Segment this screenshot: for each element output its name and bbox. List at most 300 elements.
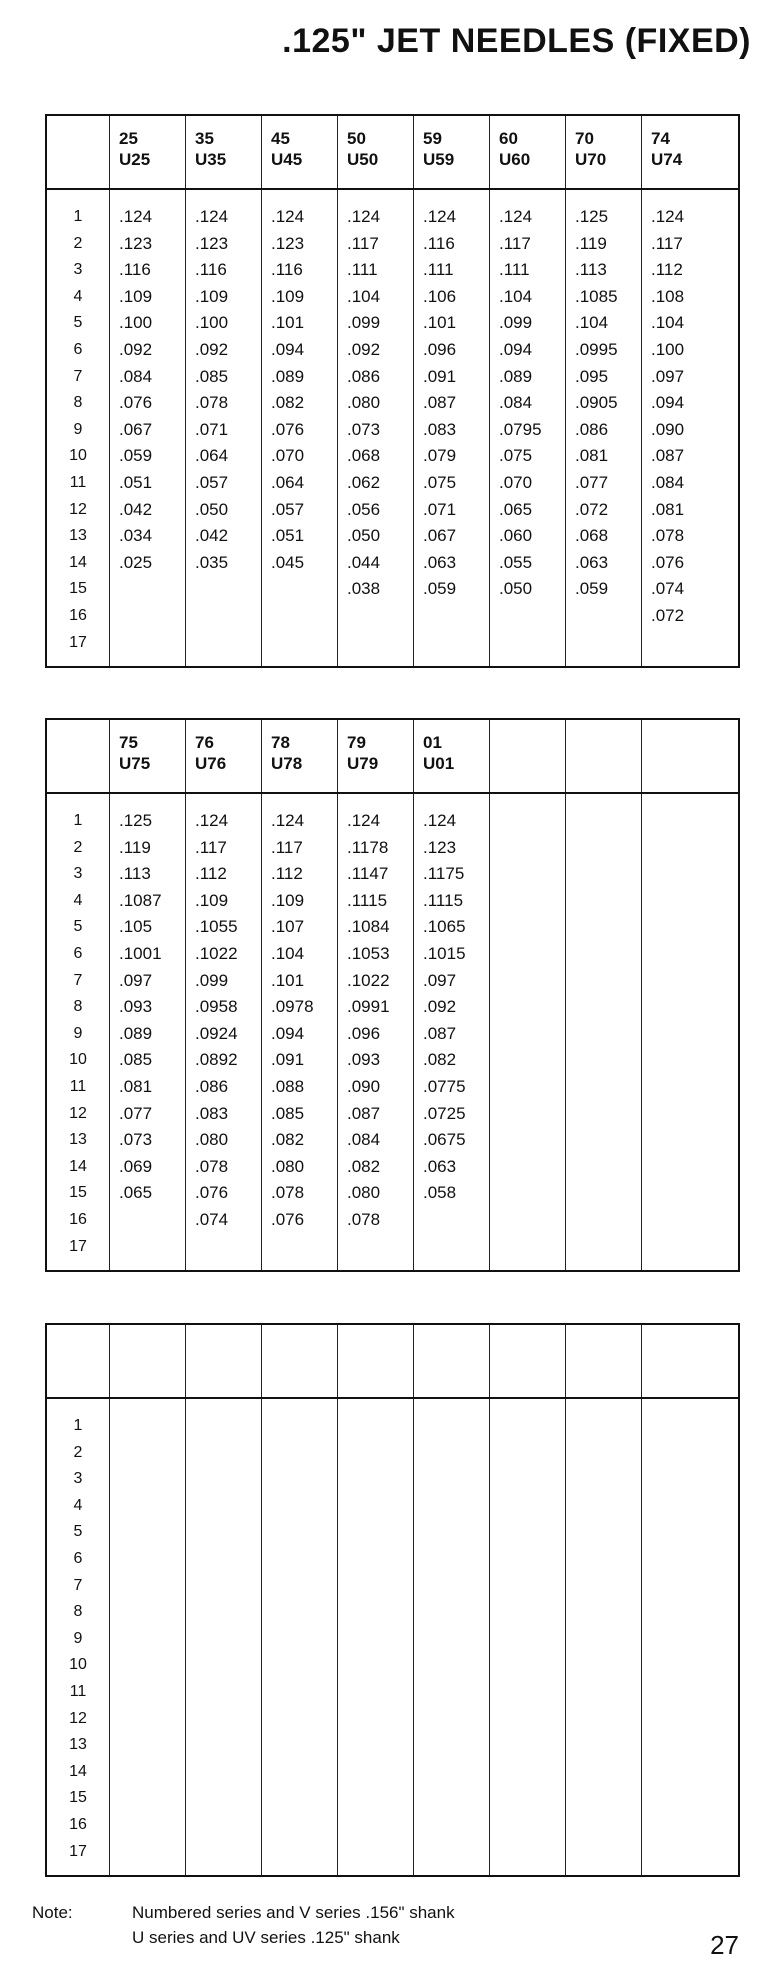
header-number: 75 <box>119 733 138 752</box>
row-number: 11 <box>69 1682 87 1700</box>
needle-value: .080 <box>271 1156 305 1176</box>
header-code: U35 <box>195 150 227 169</box>
needle-value: .056 <box>347 499 381 519</box>
needle-value: .076 <box>271 419 305 439</box>
needle-value: .0795 <box>499 419 542 439</box>
needle-value: .059 <box>575 579 609 599</box>
needle-value: .1115 <box>347 890 388 910</box>
column-divider <box>565 794 566 1270</box>
needle-value: .068 <box>347 446 381 466</box>
row-number: 8 <box>73 1603 83 1621</box>
needle-value: .097 <box>423 970 457 990</box>
row-number: 9 <box>73 1024 83 1042</box>
column-divider <box>109 794 110 1270</box>
needle-value: .092 <box>423 997 457 1017</box>
row-number: 4 <box>73 287 83 305</box>
needle-value: .081 <box>119 1076 153 1096</box>
row-number: 11 <box>69 473 87 491</box>
needle-value: .111 <box>499 260 530 280</box>
value-column <box>271 204 304 576</box>
needle-value: .111 <box>423 260 454 280</box>
needle-value: .094 <box>651 393 685 413</box>
needle-value: .124 <box>119 207 153 226</box>
column-divider <box>565 116 566 188</box>
needle-value: .097 <box>651 366 685 386</box>
needle-value: .104 <box>575 313 609 333</box>
needle-value: .116 <box>119 260 151 280</box>
column-divider <box>337 720 338 792</box>
header-code: U01 <box>423 754 455 773</box>
needle-value: .084 <box>499 393 533 413</box>
needle-value: .099 <box>347 313 381 333</box>
needle-value: .083 <box>423 419 457 439</box>
column-header <box>195 732 226 774</box>
needle-value: .0995 <box>575 339 618 359</box>
column-divider <box>413 720 414 792</box>
needle-value: .089 <box>119 1023 153 1043</box>
header-code: U25 <box>119 150 151 169</box>
row-number: 1 <box>73 208 83 225</box>
needle-value: .112 <box>195 864 227 884</box>
needle-value: .071 <box>423 499 457 519</box>
needle-value: .077 <box>119 1103 153 1123</box>
needle-value: .117 <box>347 233 379 253</box>
needle-value: .091 <box>423 366 457 386</box>
row-number: 6 <box>73 340 83 358</box>
row-number: 17 <box>69 1237 87 1255</box>
column-divider <box>261 720 262 792</box>
needle-value: .104 <box>347 286 381 306</box>
needle-value: .100 <box>651 339 685 359</box>
needle-value: .0725 <box>423 1103 466 1123</box>
row-number: 13 <box>69 1131 87 1149</box>
column-divider <box>337 190 338 666</box>
column-divider <box>489 1325 490 1397</box>
row-number: 4 <box>73 1496 83 1514</box>
needle-value: .080 <box>195 1130 229 1150</box>
row-number: 15 <box>69 580 87 598</box>
column-header <box>575 128 606 170</box>
column-divider <box>337 116 338 188</box>
column-divider <box>261 1325 262 1397</box>
table-header <box>47 116 738 190</box>
column-divider <box>641 1399 642 1875</box>
column-divider <box>489 1399 490 1875</box>
value-column <box>423 808 466 1207</box>
needle-value: .124 <box>195 207 229 226</box>
row-number: 3 <box>73 261 83 279</box>
needle-table-2 <box>45 718 740 1272</box>
column-divider <box>109 720 110 792</box>
row-number: 2 <box>73 838 83 856</box>
needle-value: .101 <box>271 970 305 990</box>
needle-value: .1055 <box>195 917 238 937</box>
needle-value: .063 <box>423 552 457 572</box>
needle-value: .124 <box>423 207 457 226</box>
needle-value: .1022 <box>347 970 390 990</box>
needle-value: .082 <box>347 1156 381 1176</box>
needle-value: .094 <box>271 339 305 359</box>
header-code: U59 <box>423 150 455 169</box>
row-number: 3 <box>73 865 83 883</box>
needle-value: .050 <box>347 526 381 546</box>
needle-value: .082 <box>271 1130 305 1150</box>
note-label: Note: <box>32 1903 73 1922</box>
column-header <box>423 732 454 774</box>
table-body <box>47 794 738 1270</box>
column-divider <box>413 190 414 666</box>
needle-value: .084 <box>119 366 153 386</box>
row-number: 1 <box>73 812 83 829</box>
needle-value: .106 <box>423 286 457 306</box>
row-number: 5 <box>73 1523 83 1541</box>
needle-value: .068 <box>575 526 609 546</box>
needle-value: .079 <box>423 446 457 466</box>
row-number: 12 <box>69 1104 87 1122</box>
needle-value: .067 <box>423 526 457 546</box>
needle-value: .109 <box>271 890 305 910</box>
header-number: 78 <box>271 733 290 752</box>
needle-value: .113 <box>119 864 151 884</box>
column-divider <box>337 794 338 1270</box>
needle-value: .093 <box>119 997 153 1017</box>
page-number: 27 <box>710 1930 739 1960</box>
needle-value: .082 <box>271 393 305 413</box>
column-divider <box>565 1325 566 1397</box>
row-number: 8 <box>73 998 83 1016</box>
row-number: 5 <box>73 314 83 332</box>
needle-value: .109 <box>119 286 153 306</box>
needle-value: .1175 <box>423 864 465 884</box>
needle-value: .088 <box>271 1076 305 1096</box>
row-number: 15 <box>69 1184 87 1202</box>
column-header <box>423 128 454 170</box>
needle-value: .117 <box>271 837 303 857</box>
column-header <box>347 128 378 170</box>
needle-value: .093 <box>347 1050 381 1070</box>
needle-value: .078 <box>651 526 685 546</box>
row-number: 5 <box>73 918 83 936</box>
needle-table-1 <box>45 114 740 668</box>
needle-value: .1087 <box>119 890 162 910</box>
needle-value: .119 <box>575 233 607 253</box>
value-column <box>423 204 456 603</box>
row-number: 14 <box>69 1762 87 1780</box>
needle-value: .119 <box>119 837 151 857</box>
column-header <box>195 128 226 170</box>
needle-value: .090 <box>651 419 685 439</box>
value-column <box>271 808 314 1234</box>
needle-value: .050 <box>499 579 533 599</box>
needle-value: .085 <box>195 366 229 386</box>
needle-value: .0978 <box>271 997 314 1017</box>
row-number: 16 <box>69 1815 87 1833</box>
needle-value: .076 <box>271 1209 305 1229</box>
needle-value: .081 <box>651 499 685 519</box>
needle-value: .086 <box>347 366 381 386</box>
header-number: 59 <box>423 129 442 148</box>
needle-value: .124 <box>347 811 381 830</box>
column-divider <box>413 794 414 1270</box>
needle-value: .1022 <box>195 943 238 963</box>
needle-value: .1147 <box>347 864 389 884</box>
row-number: 17 <box>69 633 87 651</box>
needle-value: .109 <box>195 286 229 306</box>
header-number: 60 <box>499 129 518 148</box>
row-number: 9 <box>73 420 83 438</box>
needle-value: .117 <box>651 233 683 253</box>
header-code: U45 <box>271 150 303 169</box>
column-header <box>499 128 530 170</box>
needle-value: .064 <box>271 472 305 492</box>
needle-value: .124 <box>347 207 381 226</box>
column-divider <box>261 1399 262 1875</box>
note-line-1: Numbered series and V series .156" shank <box>132 1903 455 1922</box>
needle-value: .124 <box>651 207 685 226</box>
column-divider <box>185 794 186 1270</box>
row-number: 16 <box>69 1210 87 1228</box>
needle-value: .125 <box>119 811 153 830</box>
needle-value: .108 <box>651 286 685 306</box>
column-divider <box>641 720 642 792</box>
table-body <box>47 1399 738 1875</box>
needle-value: .1015 <box>423 943 466 963</box>
needle-value: .078 <box>271 1183 305 1203</box>
column-divider <box>185 720 186 792</box>
needle-value: .074 <box>195 1209 229 1229</box>
needle-value: .092 <box>195 339 229 359</box>
column-divider <box>641 190 642 666</box>
needle-value: .105 <box>119 917 153 937</box>
needle-value: .124 <box>271 207 305 226</box>
needle-value: .095 <box>575 366 609 386</box>
needle-value: .067 <box>119 419 153 439</box>
column-header <box>119 128 150 170</box>
needle-value: .1084 <box>347 917 390 937</box>
needle-value: .042 <box>119 499 153 519</box>
needle-value: .072 <box>651 605 685 625</box>
header-number: 45 <box>271 129 290 148</box>
row-number: 13 <box>69 527 87 545</box>
header-code: U75 <box>119 754 151 773</box>
header-number: 76 <box>195 733 214 752</box>
header-code: U76 <box>195 754 227 773</box>
needle-value: .072 <box>575 499 609 519</box>
needle-value: .050 <box>195 499 229 519</box>
column-divider <box>489 116 490 188</box>
column-divider <box>185 1399 186 1875</box>
column-divider <box>109 1399 110 1875</box>
needle-value: .086 <box>575 419 609 439</box>
needle-value: .084 <box>651 472 685 492</box>
column-divider <box>565 190 566 666</box>
needle-value: .060 <box>499 526 533 546</box>
needle-value: .078 <box>347 1209 381 1229</box>
row-number: 12 <box>69 500 87 518</box>
column-divider <box>489 190 490 666</box>
header-number: 74 <box>651 129 670 148</box>
needle-value: .112 <box>271 864 303 884</box>
needle-value: .100 <box>195 313 229 333</box>
needle-value: .076 <box>651 552 685 572</box>
needle-value: .059 <box>119 446 153 466</box>
needle-value: .087 <box>423 1023 457 1043</box>
column-divider <box>413 1399 414 1875</box>
column-header <box>271 128 302 170</box>
table-header <box>47 1325 738 1399</box>
needle-value: .058 <box>423 1183 457 1203</box>
column-divider <box>413 1325 414 1397</box>
column-divider <box>185 190 186 666</box>
column-divider <box>565 1399 566 1875</box>
value-column <box>499 204 542 603</box>
column-header <box>271 732 302 774</box>
column-divider <box>261 116 262 188</box>
needle-value: .109 <box>195 890 229 910</box>
row-number: 16 <box>69 606 87 624</box>
needle-value: .081 <box>575 446 609 466</box>
needle-value: .125 <box>575 207 609 226</box>
needle-value: .063 <box>575 552 609 572</box>
column-divider <box>109 116 110 188</box>
header-code: U50 <box>347 150 379 169</box>
row-number: 7 <box>73 1576 83 1594</box>
needle-value: .086 <box>195 1076 229 1096</box>
column-divider <box>413 116 414 188</box>
row-number: 10 <box>69 447 87 465</box>
needle-value: .085 <box>119 1050 153 1070</box>
needle-value: .112 <box>651 260 683 280</box>
needle-value: .078 <box>195 393 229 413</box>
column-divider <box>185 1325 186 1397</box>
needle-value: .042 <box>195 526 229 546</box>
header-number: 01 <box>423 733 442 752</box>
column-divider <box>261 794 262 1270</box>
value-column <box>347 204 380 603</box>
needle-value: .070 <box>271 446 305 466</box>
needle-value: .069 <box>119 1156 153 1176</box>
needle-value: .116 <box>195 260 227 280</box>
needle-value: .113 <box>575 260 607 280</box>
needle-value: .071 <box>195 419 229 439</box>
column-divider <box>337 1399 338 1875</box>
needle-value: .094 <box>271 1023 305 1043</box>
needle-value: .087 <box>423 393 457 413</box>
needle-value: .059 <box>423 579 457 599</box>
value-column <box>119 808 162 1207</box>
needle-value: .087 <box>651 446 685 466</box>
needle-value: .117 <box>195 837 227 857</box>
column-divider <box>641 116 642 188</box>
needle-value: .123 <box>195 233 229 253</box>
column-header <box>119 732 150 774</box>
needle-value: .0675 <box>423 1130 466 1150</box>
needle-value: .099 <box>499 313 533 333</box>
needle-value: .1065 <box>423 917 466 937</box>
column-divider <box>565 720 566 792</box>
needle-value: .104 <box>271 943 305 963</box>
needle-value: .057 <box>195 472 229 492</box>
value-column <box>575 204 618 603</box>
needle-value: .089 <box>499 366 533 386</box>
row-number: 1 <box>73 1417 83 1434</box>
needle-value: .1178 <box>347 837 389 857</box>
column-divider <box>489 794 490 1270</box>
needle-value: .075 <box>499 446 533 466</box>
page-title: .125" JET NEEDLES (FIXED) <box>282 22 751 60</box>
needle-value: .087 <box>347 1103 381 1123</box>
row-number: 7 <box>73 367 83 385</box>
needle-value: .091 <box>271 1050 305 1070</box>
row-number: 6 <box>73 1549 83 1567</box>
header-number: 50 <box>347 129 366 148</box>
row-number: 10 <box>69 1656 87 1674</box>
needle-value: .0892 <box>195 1050 238 1070</box>
needle-value: .0905 <box>575 393 618 413</box>
row-number: 13 <box>69 1736 87 1754</box>
needle-value: .100 <box>119 313 153 333</box>
header-code: U70 <box>575 150 607 169</box>
needle-value: .083 <box>195 1103 229 1123</box>
needle-value: .074 <box>651 579 685 599</box>
needle-value: .104 <box>499 286 533 306</box>
needle-value: .084 <box>347 1130 381 1150</box>
needle-value: .0958 <box>195 997 238 1017</box>
needle-value: .082 <box>423 1050 457 1070</box>
needle-value: .124 <box>195 811 229 830</box>
row-number: 7 <box>73 971 83 989</box>
needle-value: .038 <box>347 579 381 599</box>
needle-value: .116 <box>423 233 455 253</box>
needle-value: .077 <box>575 472 609 492</box>
row-number-column <box>47 204 109 656</box>
needle-value: .0924 <box>195 1023 238 1043</box>
needle-value: .092 <box>347 339 381 359</box>
needle-value: .123 <box>119 233 153 253</box>
value-column <box>195 204 228 576</box>
header-code: U74 <box>651 150 683 169</box>
needle-value: .085 <box>271 1103 305 1123</box>
needle-value: .090 <box>347 1076 381 1096</box>
column-header <box>651 128 682 170</box>
column-divider <box>109 1325 110 1397</box>
needle-value: .124 <box>499 207 533 226</box>
header-number: 35 <box>195 129 214 148</box>
needle-value: .1053 <box>347 943 390 963</box>
row-number: 10 <box>69 1051 87 1069</box>
needle-value: .062 <box>347 472 381 492</box>
needle-value: .094 <box>499 339 533 359</box>
needle-value: .111 <box>347 260 378 280</box>
needle-value: .078 <box>195 1156 229 1176</box>
needle-value: .101 <box>423 313 457 333</box>
column-divider <box>337 1325 338 1397</box>
needle-value: .034 <box>119 526 153 546</box>
needle-value: .096 <box>423 339 457 359</box>
header-number: 25 <box>119 129 138 148</box>
needle-value: .097 <box>119 970 153 990</box>
needle-value: .075 <box>423 472 457 492</box>
row-number: 6 <box>73 944 83 962</box>
needle-value: .045 <box>271 552 305 572</box>
value-column <box>651 204 684 630</box>
header-code: U79 <box>347 754 379 773</box>
needle-value: .035 <box>195 552 229 572</box>
needle-value: .092 <box>119 339 153 359</box>
needle-value: .0775 <box>423 1076 466 1096</box>
row-number: 2 <box>73 234 83 252</box>
row-number: 12 <box>69 1709 87 1727</box>
